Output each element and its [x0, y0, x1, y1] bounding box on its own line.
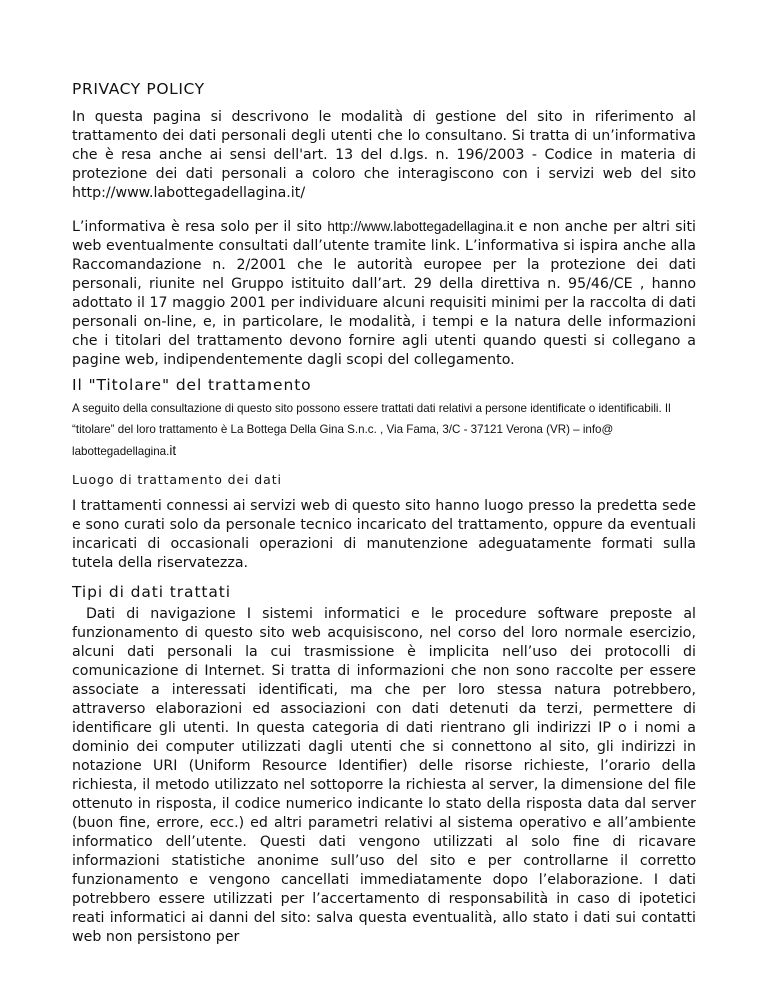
page-title: PRIVACY POLICY [72, 80, 205, 98]
titolare-text: A seguito della consultazione di questo sito possono essere trattati dati relativi a persone identificate o identificabili. Il “titolare” del loro trattamento è La Bottega Della Gina S.n.c. , Via Fama, 3/C - 37121 Verona (VR) – info@ labottegadellagina. [72, 402, 671, 458]
section-heading-luogo: Luogo di trattamento dei dati [72, 472, 282, 487]
scope-paragraph [72, 217, 696, 370]
tipi-paragraph: Dati di navigazione I sistemi informatici e le procedure software preposte al funzionamento di questo sito web acquisiscono, nel corso del loro normale esercizio, alcuni dati personali la cui trasmissione è implicita nell’uso dei protocolli di comunicazione di Internet. Si tratta di informazioni che non sono raccolte per essere associate a interessati identificati, ma che per loro stessa natura potrebbero, attraverso elaborazioni ed associazioni con dati detenuti da terzi, permettere di identificare gli utenti. In questa categoria di dati rientrano gli indirizzi IP o i nomi a dominio dei computer utilizzati dagli utenti che si connettono al sito, gli indirizzi in notazione URI (Uniform Resource Identifier) delle risorse richieste, l’orario della richiesta, il metodo utilizzato nel sottoporre la richiesta al server, la dimensione del file ottenuto in risposta, il codice numerico indicante lo stato della risposta data dal server (buon fine, errore, ecc.) ed altri parametri relativi al sistema operativo e all’ambiente informatico dell’utente. Questi dati vengono utilizzati al solo fine di ricavare informazioni statistiche anonime sull’uso del sito e per controllarne il corretto funzionamento e vengono cancellati immediatamente dopo l’elaborazione. I dati potrebbero essere utilizzati per l’accertamento di responsabilità in caso di ipotetici reati informatici ai danni del sito: salva questa eventualità, allo stato i dati sui contatti web non persistono per [72, 606, 696, 945]
section-heading-tipi: Tipi di dati trattati [72, 583, 231, 601]
site-link[interactable]: http://www.labottegadellagina.it [327, 219, 514, 234]
scope-text-after: e non anche per altri siti web eventualmente consultati dall’utente tramite link. L’informativa si ispira anche alla Raccomandazione n. 2/2001 che le autorità europee per la protezione dei dati personali, riunite nel Gruppo istituito dall’art. 29 della direttiva n. 95/46/CE , hanno adottato il 17 maggio 2001 per individuare alcuni requisiti minimi per la raccolta di dati personali on-line, e, in particolare, le modalità, i tempi e la natura delle informazioni che i titolari del trattamento devono fornire agli utenti quando questi si collegano a pagine web, indipendentemente dagli scopi del collegamento. [72, 219, 696, 368]
document-page [72, 80, 696, 947]
luogo-paragraph: I trattamenti connessi ai servizi web di questo sito hanno luogo presso la predetta sede e sono curati solo da personale tecnico incaricato del trattamento, oppure da eventuali incaricati di occasionali operazioni di manutenzione adeguatamente formati sulla tutela della riservatezza. [72, 498, 696, 571]
titolare-paragraph [72, 398, 696, 462]
intro-paragraph: In questa pagina si descrivono le modalità di gestione del sito in riferimento al trattamento dei dati personali degli utenti che lo consultano. Si tratta di un’informativa che è resa anche ai sensi dell'art. 13 del d.lgs. n. 196/2003 - Codice in materia di protezione dei dati personali a coloro che interagiscono con i servizi web del sito http://www.labottegadellagina.it/ [72, 109, 696, 201]
titolare-domain-suffix: it [169, 443, 177, 458]
scope-text-before: L’informativa è resa solo per il sito [72, 219, 328, 235]
section-heading-titolare: Il "Titolare" del trattamento [72, 376, 312, 394]
